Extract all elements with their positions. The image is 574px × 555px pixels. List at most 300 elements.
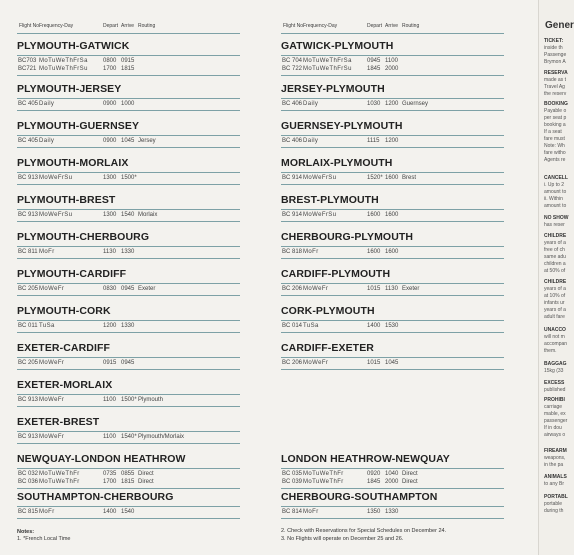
routing: Brest (402, 175, 417, 181)
flight-number: BC 406 (282, 101, 303, 107)
fold-text-fragment: airways o (544, 432, 566, 438)
divider (281, 147, 504, 148)
divider (17, 406, 240, 407)
fold-text-fragment: BAGGAG (544, 361, 567, 367)
fold-text-fragment: CANCELL (544, 175, 568, 181)
routing: Direct (402, 479, 418, 485)
depart-time: 1350 (367, 509, 381, 515)
depart-time: 1520* (367, 175, 383, 181)
fold-text-fragment: carriage (544, 404, 563, 410)
arrive-time: 1045 (385, 360, 399, 366)
fold-text-fragment: them. (544, 348, 557, 354)
divider (17, 295, 240, 296)
fold-text-fragment: fare must (544, 136, 565, 142)
route-title: CARDIFF-PLYMOUTH (281, 268, 391, 280)
fold-text-fragment: Note: Wh (544, 143, 565, 149)
fold-text-fragment: portable (544, 501, 563, 507)
arrive-time: 1330 (121, 249, 135, 255)
header-arrive: Arrive (385, 23, 399, 29)
routing: Direct (138, 479, 154, 485)
routing: Exeter (138, 286, 156, 292)
route-title: EXETER-MORLAIX (17, 379, 113, 391)
arrive-time: 1200 (385, 138, 399, 144)
divider (17, 320, 240, 321)
routing: Direct (138, 471, 154, 477)
flight-number: BC 206 (282, 286, 303, 292)
depart-time: 0735 (103, 471, 117, 477)
divider (281, 283, 504, 284)
fold-text-fragment: at 10% of (544, 293, 566, 299)
divider (17, 147, 240, 148)
fold-text-fragment: booking a (544, 122, 566, 128)
divider (17, 488, 240, 489)
flight-number: BC 405 (18, 101, 39, 107)
flight-number: BC 914 (282, 175, 303, 181)
flight-number: BC 913 (18, 175, 39, 181)
flight-row (281, 212, 504, 221)
flight-row (17, 138, 240, 147)
fold-text-fragment: children a (544, 261, 566, 267)
flight-number: BC721 (18, 66, 37, 72)
flight-number: BC 014 (282, 323, 303, 329)
divider (281, 184, 504, 185)
header-depart: Depart (103, 23, 119, 29)
flight-number: BC 913 (18, 212, 39, 218)
divider (281, 110, 504, 111)
divider (17, 468, 240, 469)
routing: Plymouth (138, 397, 164, 403)
arrive-time: 1500* (121, 175, 137, 181)
depart-time: 1015 (367, 360, 381, 366)
arrive-time: 1540 (121, 212, 135, 218)
fold-text-fragment: adult fare (544, 314, 565, 320)
fold-text-fragment: 15kg (33 (544, 368, 564, 374)
frequency-days: MoWeFrSu (303, 212, 337, 218)
frequency-days: MoWeFr (303, 360, 329, 366)
arrive-time: 1600 (385, 249, 399, 255)
flight-row (17, 360, 240, 369)
flight-number: BC 811 (18, 249, 38, 255)
frequency-days: Daily (39, 101, 55, 107)
divider (17, 75, 240, 76)
arrive-time: 1600 (385, 212, 399, 218)
column-header (17, 23, 240, 32)
flight-number: BC 913 (18, 397, 39, 403)
fold-text-fragment: during th (544, 508, 564, 514)
flight-row (281, 323, 504, 332)
fold-text-fragment: CHILDRE (544, 279, 567, 285)
divider (17, 431, 240, 432)
route-title: PLYMOUTH-MORLAIX (17, 157, 129, 169)
fold-text-fragment: mable, ex (544, 411, 566, 417)
route-title: GATWICK-PLYMOUTH (281, 40, 394, 52)
arrive-time: 1000 (121, 101, 135, 107)
routing: Jersey (138, 138, 156, 144)
depart-time: 1300 (103, 212, 117, 218)
frequency-days: MoWeFr (39, 434, 65, 440)
flight-row (281, 286, 504, 295)
divider (281, 135, 504, 136)
route-title: EXETER-BREST (17, 416, 100, 428)
fold-text-fragment: If in dou (544, 425, 562, 431)
route-title: CARDIFF-EXETER (281, 342, 374, 354)
header-depart: Depart (367, 23, 383, 29)
divider (17, 221, 240, 222)
fold-text-fragment: EXCESS (544, 380, 565, 386)
fold-text-fragment: PROHIBI (544, 397, 565, 403)
flight-row (17, 101, 240, 110)
arrive-time: 1100 (385, 58, 398, 64)
depart-time: 0945 (367, 58, 381, 64)
divider (281, 172, 504, 173)
divider (281, 518, 504, 519)
header-frequency: Frequency-Day (39, 23, 74, 29)
routing: Plymouth/Morlaix (138, 434, 185, 440)
route-title: PLYMOUTH-GATWICK (17, 40, 130, 52)
route-title: GUERNSEY-PLYMOUTH (281, 120, 403, 132)
fold-text-fragment: i. Up to 2 (544, 182, 565, 188)
header-arrive: Arrive (121, 23, 135, 29)
fold-text-fragment: fare witho (544, 150, 566, 156)
arrive-time: 1600 (385, 175, 399, 181)
arrive-time: 0945 (121, 286, 135, 292)
header-routing: Routing (402, 23, 420, 29)
fold-text-fragment: UNACCO (544, 327, 566, 333)
fold-text-fragment: will not m (544, 334, 565, 340)
depart-time: 0900 (103, 101, 117, 107)
fold-text-fragment: inside th (544, 45, 563, 51)
depart-time: 0830 (103, 286, 117, 292)
divider (281, 506, 504, 507)
frequency-days: MoFr (303, 509, 319, 515)
frequency-days: MoTuWeThFrSa (39, 58, 88, 64)
flight-number: BC 406 (282, 138, 303, 144)
depart-time: 1600 (367, 212, 381, 218)
note-line: 3. No Flights will operate on December 25 and 26. (281, 535, 404, 542)
general-info-title: Gener (545, 20, 574, 31)
divider (281, 75, 504, 76)
divider (281, 221, 504, 222)
frequency-days: MoWeFr (303, 286, 329, 292)
route-title: PLYMOUTH-JERSEY (17, 83, 122, 95)
depart-time: 1030 (367, 101, 381, 107)
depart-time: 1400 (367, 323, 381, 329)
frequency-days: MoTuWeThFrSa (303, 58, 352, 64)
divider (281, 332, 504, 333)
fold-text-fragment: same adu (544, 254, 566, 260)
arrive-time: 0915 (121, 58, 135, 64)
fold-text-fragment: ANIMALS (544, 474, 567, 480)
arrive-time: 2000 (385, 66, 399, 72)
fold-text-fragment: BOOKING (544, 101, 568, 107)
depart-time: 1100 (103, 397, 116, 403)
frequency-days: MoWeFrSu (39, 175, 73, 181)
depart-time: 0920 (367, 471, 381, 477)
fold-text-fragment: passenger (544, 418, 568, 424)
depart-time: 1115 (367, 138, 380, 144)
arrive-time: 0945 (121, 360, 135, 366)
divider (17, 357, 240, 358)
fold-text-fragment: weapons, (544, 455, 566, 461)
notes-title: Notes: (17, 529, 35, 535)
column-header (281, 23, 504, 32)
frequency-days: MoTuWeThFrSu (39, 66, 88, 72)
frequency-days: MoWeFrSu (303, 175, 337, 181)
header-routing: Routing (138, 23, 156, 29)
divider (281, 246, 504, 247)
fold-text-fragment: If a seat (544, 129, 562, 135)
flight-row (17, 434, 240, 443)
arrive-time: 1815 (121, 479, 135, 485)
fold-text-fragment: at 50% of (544, 268, 566, 274)
flight-row (281, 175, 504, 184)
divider (17, 283, 240, 284)
flight-row (17, 66, 240, 75)
flight-row (281, 138, 504, 147)
frequency-days: MoWeFr (39, 397, 65, 403)
divider (17, 369, 240, 370)
frequency-days: MoWeFr (39, 286, 65, 292)
depart-time: 1700 (103, 66, 117, 72)
flight-number: BC 704 (282, 58, 303, 64)
flight-number: BC 035 (282, 471, 303, 477)
divider (281, 295, 504, 296)
depart-time: 1015 (367, 286, 381, 292)
divider (281, 369, 504, 370)
fold-text-fragment: made as t (544, 77, 566, 83)
fold-text-fragment: PORTABL (544, 494, 568, 500)
flight-number: BC 206 (282, 360, 303, 366)
flight-number: BC 205 (18, 286, 39, 292)
flight-number: BC 405 (18, 138, 39, 144)
depart-time: 1845 (367, 66, 381, 72)
divider (281, 55, 504, 56)
flight-number: BC 032 (18, 471, 39, 477)
fold-text-fragment: Brymon A (544, 59, 566, 65)
fold-text-fragment: Payable o (544, 108, 567, 114)
arrive-time: 1200 (385, 101, 399, 107)
flight-number: BC703 (18, 58, 37, 64)
fold-text-fragment: years of a (544, 286, 566, 292)
divider (17, 258, 240, 259)
route-title: PLYMOUTH-CARDIFF (17, 268, 127, 280)
flight-row (17, 509, 240, 518)
fold-text-fragment: infants ur (544, 300, 565, 306)
arrive-time: 0855 (121, 471, 135, 477)
fold-text-fragment: CHILDRE (544, 233, 567, 239)
divider (281, 209, 504, 210)
notes-right (281, 528, 446, 543)
divider (17, 506, 240, 507)
flight-number: BC 914 (282, 212, 303, 218)
divider (17, 332, 240, 333)
route-title: CORK-PLYMOUTH (281, 305, 375, 317)
arrive-time: 1045 (121, 138, 135, 144)
divider (281, 468, 504, 469)
frequency-days: Daily (39, 138, 55, 144)
flight-row (17, 397, 240, 406)
routing: Direct (402, 471, 418, 477)
header-frequency: Frequency-Day (303, 23, 338, 29)
fold-text-fragment: in the pa (544, 462, 564, 468)
fold-text-fragment: FIREARM (544, 448, 567, 454)
frequency-days: MoTuWeThFr (39, 479, 80, 485)
divider (17, 184, 240, 185)
divider (17, 98, 240, 99)
fold-text-fragment: accompan (544, 341, 568, 347)
frequency-days: Daily (303, 101, 319, 107)
flight-row (281, 66, 504, 75)
flight-number: BC 815 (18, 509, 39, 515)
fold-text-fragment: years of a (544, 240, 566, 246)
divider (17, 55, 240, 56)
divider (17, 443, 240, 444)
routing: Exeter (402, 286, 420, 292)
fold-text-fragment: has reser (544, 222, 565, 228)
route-title: JERSEY-PLYMOUTH (281, 83, 385, 95)
frequency-days: TuSa (39, 323, 55, 329)
depart-time: 1130 (103, 249, 116, 255)
frequency-days: MoWeFr (39, 360, 65, 366)
arrive-time: 1330 (385, 509, 399, 515)
frequency-days: Daily (303, 138, 319, 144)
depart-time: 1400 (103, 509, 117, 515)
flight-row (17, 479, 240, 488)
route-title: BREST-PLYMOUTH (281, 194, 379, 206)
frequency-days: TuSa (303, 323, 319, 329)
divider (17, 518, 240, 519)
routing: Guernsey (402, 101, 429, 107)
frequency-days: MoFr (303, 249, 319, 255)
fold-text-fragment: ii. Within (544, 196, 563, 202)
general-info-fold (538, 0, 574, 555)
route-title: LONDON HEATHROW-NEWQUAY (281, 453, 450, 465)
arrive-time: 2000 (385, 479, 399, 485)
arrive-time: 1330 (121, 323, 135, 329)
frequency-days: MoTuWeThFr (39, 471, 80, 477)
divider (17, 394, 240, 395)
depart-time: 1845 (367, 479, 381, 485)
flight-number: BC 814 (282, 509, 303, 515)
fold-text-fragment: RESERVA (544, 70, 568, 76)
fold-text-fragment: to any Br (544, 481, 565, 487)
arrive-time: 1500* (121, 397, 137, 403)
divider (17, 246, 240, 247)
divider (281, 98, 504, 99)
note-line: 2. Check with Reservations for Special Schedules on December 24. (281, 528, 447, 534)
frequency-days: MoWeFrSu (39, 212, 73, 218)
header-divider (281, 33, 504, 34)
route-title: EXETER-CARDIFF (17, 342, 110, 354)
route-title: CHERBOURG-PLYMOUTH (281, 231, 414, 243)
arrive-time: 1040 (385, 471, 399, 477)
fold-text-fragment: NO SHOW (544, 215, 569, 221)
flight-number: BC 036 (18, 479, 39, 485)
frequency-days: MoTuWeThFrSu (303, 66, 352, 72)
flight-number: BC 011 (18, 323, 38, 329)
fold-text-fragment: TICKET: (544, 38, 564, 44)
fold-text-fragment: published (544, 387, 566, 393)
depart-time: 0900 (103, 138, 117, 144)
route-title: PLYMOUTH-CHERBOURG (17, 231, 150, 243)
frequency-days: MoFr (39, 509, 55, 515)
route-title: PLYMOUTH-BREST (17, 194, 116, 206)
divider (17, 135, 240, 136)
fold-text-fragment: Agents re (544, 157, 566, 163)
depart-time: 1100 (103, 434, 116, 440)
flight-row (281, 360, 504, 369)
frequency-days: MoFr (39, 249, 55, 255)
route-title: MORLAIX-PLYMOUTH (281, 157, 393, 169)
flight-row (17, 323, 240, 332)
header-flight-no: Flight No. (19, 23, 41, 29)
fold-text-fragment: amount to (544, 203, 567, 209)
note-line: 1. *French Local Time (17, 536, 71, 542)
flight-row (17, 249, 240, 258)
flight-row (17, 212, 240, 221)
arrive-time: 1540 (121, 509, 135, 515)
flight-row (17, 286, 240, 295)
frequency-days: MoTuWeThFr (303, 471, 344, 477)
notes-left (17, 529, 71, 543)
depart-time: 0800 (103, 58, 117, 64)
divider (281, 258, 504, 259)
flight-row (17, 175, 240, 184)
divider (281, 488, 504, 489)
fold-text-fragment: Passenge (544, 52, 567, 58)
depart-time: 1700 (103, 479, 117, 485)
depart-time: 0915 (103, 360, 117, 366)
fold-text-fragment: the reserv (544, 91, 567, 97)
divider (281, 357, 504, 358)
arrive-time: 1815 (121, 66, 135, 72)
arrive-time: 1130 (385, 286, 398, 292)
fold-text-fragment: Travel Ag (544, 84, 565, 90)
flight-number: BC 205 (18, 360, 39, 366)
fold-text-fragment: amount to (544, 189, 567, 195)
route-title: PLYMOUTH-GUERNSEY (17, 120, 140, 132)
fold-text-fragment: per seat p (544, 115, 567, 121)
routing: Morlaix (138, 212, 158, 218)
divider (17, 172, 240, 173)
depart-time: 1300 (103, 175, 117, 181)
route-title: CHERBOURG-SOUTHAMPTON (281, 491, 438, 503)
route-title: NEWQUAY-LONDON HEATHROW (17, 453, 186, 465)
arrive-time: 1540* (121, 434, 137, 440)
flight-number: BC 039 (282, 479, 303, 485)
flight-number: BC 913 (18, 434, 39, 440)
frequency-days: MoTuWeThFr (303, 479, 344, 485)
divider (281, 320, 504, 321)
route-title: PLYMOUTH-CORK (17, 305, 111, 317)
header-flight-no: Flight No. (283, 23, 305, 29)
flight-row (281, 249, 504, 258)
divider (17, 209, 240, 210)
arrive-time: 1530 (385, 323, 399, 329)
flight-row (281, 101, 504, 110)
fold-text-fragment: years of a (544, 307, 566, 313)
depart-time: 1600 (367, 249, 381, 255)
header-divider (17, 33, 240, 34)
flight-number: BC 818 (282, 249, 303, 255)
flight-row (281, 509, 504, 518)
flight-row (281, 479, 504, 488)
divider (17, 110, 240, 111)
flight-number: BC 722 (282, 66, 303, 72)
route-title: SOUTHAMPTON-CHERBOURG (17, 491, 174, 503)
depart-time: 1200 (103, 323, 117, 329)
fold-text-fragment: free of ch (544, 247, 565, 253)
